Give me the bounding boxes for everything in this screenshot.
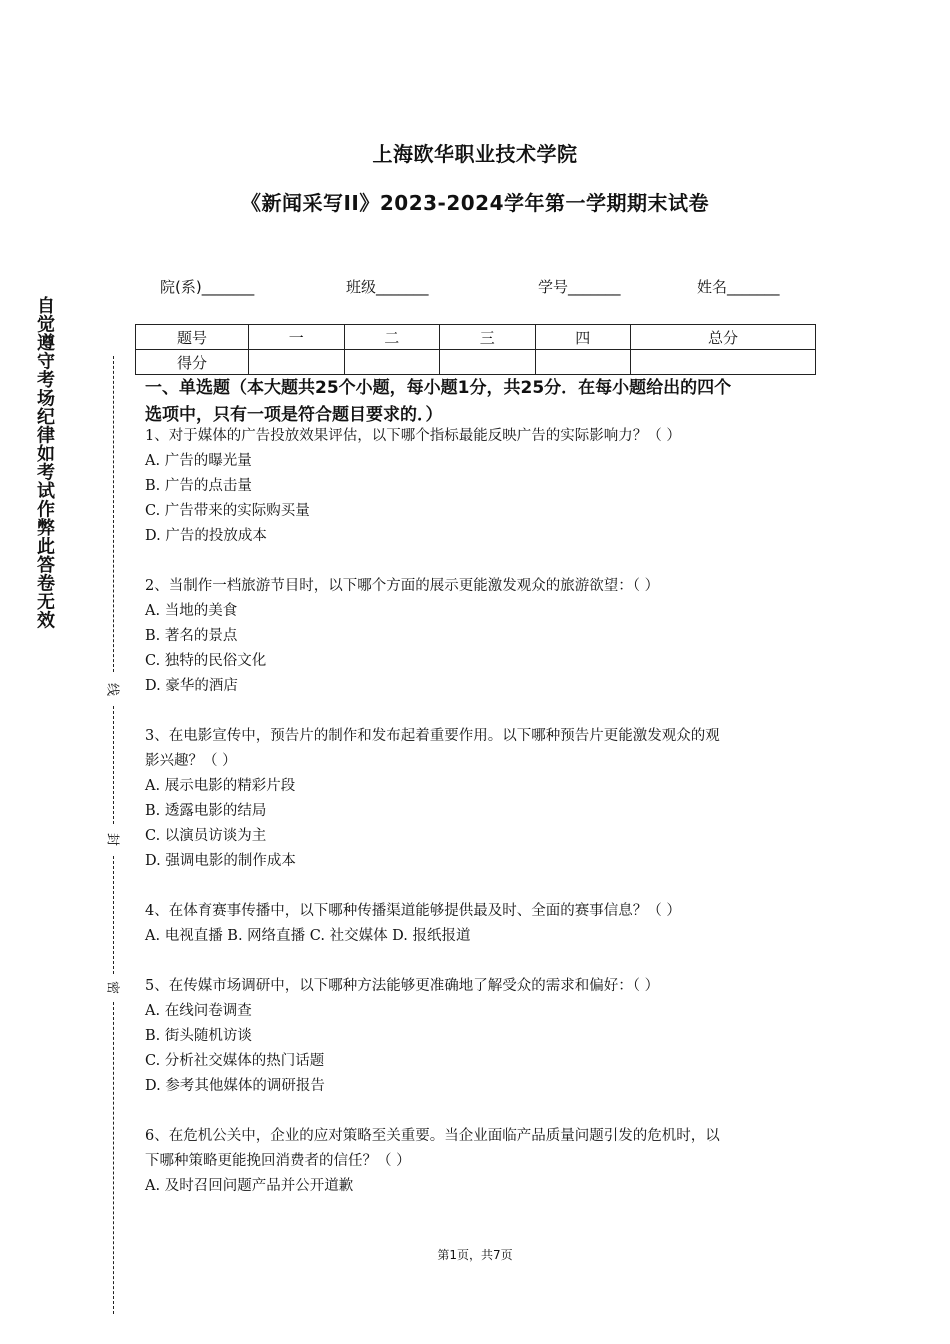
answer-option[interactable]: D. 强调电影的制作成本	[145, 853, 296, 869]
score-cell-total[interactable]	[631, 350, 816, 375]
answer-option[interactable]: C. 广告带来的实际购买量	[145, 503, 310, 519]
answer-option[interactable]: B. 街头随机访谈	[145, 1028, 252, 1044]
binding-dashed-line	[113, 356, 114, 672]
score-column-total: 总分	[631, 325, 816, 350]
school-name: 上海欧华职业技术学院	[372, 142, 578, 166]
score-label: 得分	[136, 350, 249, 375]
score-cell-2[interactable]	[344, 350, 440, 375]
score-column-1: 一	[249, 325, 345, 350]
department-field: 院(系)_______	[160, 278, 255, 296]
answer-option[interactable]: A. 展示电影的精彩片段	[145, 778, 296, 794]
answer-option[interactable]: C. 分析社交媒体的热门话题	[145, 1053, 325, 1069]
question-number-label: 题号	[136, 325, 249, 350]
score-column-4: 四	[535, 325, 631, 350]
score-cell-1[interactable]	[249, 350, 345, 375]
binding-mark-line: 线	[104, 682, 120, 696]
section-heading	[145, 375, 825, 429]
question-list	[145, 424, 825, 1224]
question-text: 4、在体育赛事传播中，以下哪种传播渠道能够提供最及时、全面的赛事信息？（ ）	[145, 903, 681, 919]
answer-option[interactable]: D. 豪华的酒店	[145, 678, 238, 694]
class-field: 班级_______	[346, 278, 429, 296]
score-cell-3[interactable]	[440, 350, 536, 375]
binding-mark-seal: 封	[104, 832, 120, 846]
section-heading-line: 选项中，只有一项是符合题目要求的．）	[145, 405, 443, 425]
question-2	[145, 574, 825, 699]
score-column-3: 三	[440, 325, 536, 350]
question-text: 6、在危机公关中，企业的应对策略至关重要。当企业面临产品质量问题引发的危机时，以	[145, 1128, 720, 1144]
side-warning-text: 自觉遵守考场纪律如考试作弊此答卷无效	[34, 296, 55, 629]
question-1	[145, 424, 825, 549]
answer-option[interactable]: A. 广告的曝光量	[145, 453, 252, 469]
binding-dashed-line	[113, 706, 114, 824]
student-id-field: 学号_______	[538, 278, 621, 296]
answer-option[interactable]: D. 参考其他媒体的调研报告	[145, 1078, 325, 1094]
answer-option[interactable]: D. 广告的投放成本	[145, 528, 267, 544]
answer-option[interactable]: B. 透露电影的结局	[145, 803, 267, 819]
answer-option[interactable]: A. 在线问卷调查	[145, 1003, 252, 1019]
binding-dashed-line	[113, 856, 114, 974]
question-text: 下哪种策略更能挽回消费者的信任？（ ）	[145, 1153, 411, 1169]
answer-option[interactable]: A. 电视直播 B. 网络直播 C. 社交媒体 D. 报纸报道	[145, 928, 471, 944]
answer-option[interactable]: A. 当地的美食	[145, 603, 238, 619]
answer-option[interactable]: C. 独特的民俗文化	[145, 653, 267, 669]
score-table-header-row	[136, 325, 816, 350]
binding-mark-secret: 密	[104, 980, 120, 994]
name-field: 姓名_______	[697, 278, 780, 296]
page-number: 第1页，共7页	[437, 1248, 513, 1262]
question-3	[145, 724, 825, 874]
section-heading-line: 一、单选题（本大题共25个小题，每小题1分，共25分．在每小题给出的四个	[145, 378, 732, 398]
binding-dashed-line	[113, 1002, 114, 1314]
question-text: 2、当制作一档旅游节目时，以下哪个方面的展示更能激发观众的旅游欲望：（ ）	[145, 578, 660, 594]
question-5	[145, 974, 825, 1099]
answer-option[interactable]: B. 广告的点击量	[145, 478, 252, 494]
answer-option[interactable]: A. 及时召回问题产品并公开道歉	[145, 1178, 354, 1194]
score-table-score-row	[136, 350, 816, 375]
question-6	[145, 1124, 825, 1199]
score-column-2: 二	[344, 325, 440, 350]
student-info-row	[160, 276, 800, 298]
answer-option[interactable]: C. 以演员访谈为主	[145, 828, 267, 844]
question-text: 1、对于媒体的广告投放效果评估，以下哪个指标最能反映广告的实际影响力？（ ）	[145, 428, 681, 444]
exam-title: 《新闻采写II》2023-2024学年第一学期期末试卷	[240, 191, 709, 215]
question-4	[145, 899, 825, 949]
question-text: 3、在电影宣传中，预告片的制作和发布起着重要作用。以下哪种预告片更能激发观众的观	[145, 728, 720, 744]
question-text: 影兴趣？（ ）	[145, 753, 237, 769]
question-text: 5、在传媒市场调研中，以下哪种方法能够更准确地了解受众的需求和偏好：（ ）	[145, 978, 660, 994]
score-table	[135, 324, 816, 375]
answer-option[interactable]: B. 著名的景点	[145, 628, 238, 644]
score-cell-4[interactable]	[535, 350, 631, 375]
